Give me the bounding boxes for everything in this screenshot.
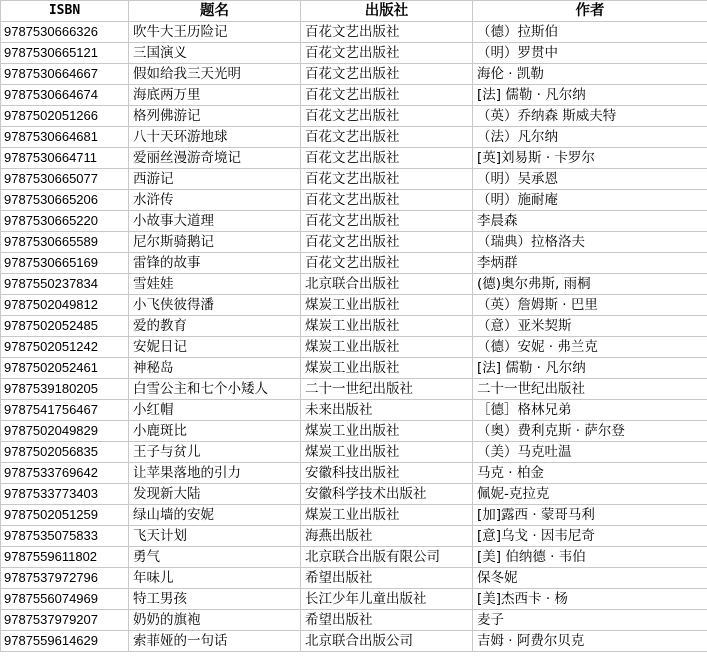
table-row bbox=[1, 85, 707, 106]
cell-publisher[interactable]: 百花文艺出版社 bbox=[301, 190, 473, 211]
cell-publisher[interactable]: 百花文艺出版社 bbox=[301, 211, 473, 232]
table-row bbox=[1, 43, 707, 64]
table-row bbox=[1, 127, 707, 148]
cell-author[interactable]: 麦子 bbox=[473, 610, 707, 631]
cell-publisher[interactable]: 百花文艺出版社 bbox=[301, 169, 473, 190]
cell-publisher[interactable]: 煤炭工业出版社 bbox=[301, 505, 473, 526]
table-row bbox=[1, 631, 707, 652]
cell-title[interactable]: 白雪公主和七个小矮人 bbox=[129, 379, 301, 400]
cell-publisher[interactable]: 安徽科技出版社 bbox=[301, 463, 473, 484]
cell-author[interactable]: （法）凡尔纳 bbox=[473, 127, 707, 148]
cell-publisher[interactable]: 百花文艺出版社 bbox=[301, 64, 473, 85]
cell-publisher[interactable]: 海燕出版社 bbox=[301, 526, 473, 547]
cell-title[interactable]: 小鹿斑比 bbox=[129, 421, 301, 442]
cell-title[interactable]: 水浒传 bbox=[129, 190, 301, 211]
cell-title[interactable]: 吹牛大王历险记 bbox=[129, 22, 301, 43]
table-row bbox=[1, 169, 707, 190]
cell-title[interactable]: 格列佛游记 bbox=[129, 106, 301, 127]
cell-title[interactable]: 奶奶的旗袍 bbox=[129, 610, 301, 631]
cell-isbn[interactable]: 9787530664681 bbox=[1, 127, 129, 148]
cell-publisher[interactable]: 二十一世纪出版社 bbox=[301, 379, 473, 400]
cell-publisher[interactable]: 百花文艺出版社 bbox=[301, 85, 473, 106]
cell-publisher[interactable]: 百花文艺出版社 bbox=[301, 253, 473, 274]
cell-title[interactable]: 爱丽丝漫游奇境记 bbox=[129, 148, 301, 169]
cell-publisher[interactable]: 煤炭工业出版社 bbox=[301, 358, 473, 379]
table-row bbox=[1, 274, 707, 295]
cell-title[interactable]: 小故事大道理 bbox=[129, 211, 301, 232]
cell-title[interactable]: 勇气 bbox=[129, 547, 301, 568]
cell-publisher[interactable]: 百花文艺出版社 bbox=[301, 22, 473, 43]
cell-publisher[interactable]: 煤炭工业出版社 bbox=[301, 316, 473, 337]
cell-title[interactable]: 尼尔斯骑鹅记 bbox=[129, 232, 301, 253]
cell-isbn[interactable]: 9787530665589 bbox=[1, 232, 129, 253]
table-row bbox=[1, 610, 707, 631]
cell-title[interactable]: 小飞侠彼得潘 bbox=[129, 295, 301, 316]
table-row bbox=[1, 211, 707, 232]
cell-author[interactable]: 海伦 · 凯勒 bbox=[473, 64, 707, 85]
cell-author[interactable]: 李炳群 bbox=[473, 253, 707, 274]
table-row bbox=[1, 442, 707, 463]
cell-title[interactable]: 海底两万里 bbox=[129, 85, 301, 106]
cell-isbn[interactable]: 9787502049812 bbox=[1, 295, 129, 316]
cell-title[interactable]: 飞天计划 bbox=[129, 526, 301, 547]
cell-author[interactable]: [加]露西 · 蒙哥马利 bbox=[473, 505, 707, 526]
cell-title[interactable]: 雷锋的故事 bbox=[129, 253, 301, 274]
cell-isbn[interactable]: 9787530665206 bbox=[1, 190, 129, 211]
cell-publisher[interactable]: 百花文艺出版社 bbox=[301, 43, 473, 64]
cell-isbn[interactable]: 9787530664667 bbox=[1, 64, 129, 85]
cell-author[interactable]: [法] 儒勒 · 凡尔纳 bbox=[473, 358, 707, 379]
cell-isbn[interactable]: 9787530665169 bbox=[1, 253, 129, 274]
cell-author[interactable]: （明）罗贯中 bbox=[473, 43, 707, 64]
column-header-publisher[interactable]: 出版社 bbox=[301, 1, 473, 22]
table-row bbox=[1, 358, 707, 379]
cell-title[interactable]: 假如给我三天光明 bbox=[129, 64, 301, 85]
cell-publisher[interactable]: 百花文艺出版社 bbox=[301, 127, 473, 148]
cell-author[interactable]: 吉姆 · 阿费尔贝克 bbox=[473, 631, 707, 652]
cell-publisher[interactable]: 北京联合出版有限公司 bbox=[301, 547, 473, 568]
table-row bbox=[1, 379, 707, 400]
cell-title[interactable]: 王子与贫儿 bbox=[129, 442, 301, 463]
table-row bbox=[1, 190, 707, 211]
cell-author[interactable]: （德）拉斯伯 bbox=[473, 22, 707, 43]
cell-title[interactable]: 特工男孩 bbox=[129, 589, 301, 610]
cell-title[interactable]: 绿山墙的安妮 bbox=[129, 505, 301, 526]
cell-isbn[interactable]: 9787530664711 bbox=[1, 148, 129, 169]
cell-author[interactable]: [英]刘易斯 · 卡罗尔 bbox=[473, 148, 707, 169]
cell-author[interactable]: （明）施耐庵 bbox=[473, 190, 707, 211]
table-row bbox=[1, 316, 707, 337]
cell-isbn[interactable]: 9787502056835 bbox=[1, 442, 129, 463]
cell-isbn[interactable]: 9787502051266 bbox=[1, 106, 129, 127]
cell-publisher[interactable]: 未来出版社 bbox=[301, 400, 473, 421]
cell-isbn[interactable]: 9787537972796 bbox=[1, 568, 129, 589]
cell-isbn[interactable]: 9787550237834 bbox=[1, 274, 129, 295]
table-row bbox=[1, 253, 707, 274]
cell-publisher[interactable]: 百花文艺出版社 bbox=[301, 148, 473, 169]
cell-isbn[interactable]: 9787559611802 bbox=[1, 547, 129, 568]
cell-author[interactable]: [美]杰西卡 · 杨 bbox=[473, 589, 707, 610]
cell-author[interactable]: （英）詹姆斯 · 巴里 bbox=[473, 295, 707, 316]
table-row bbox=[1, 400, 707, 421]
cell-isbn[interactable]: 9787556074969 bbox=[1, 589, 129, 610]
cell-publisher[interactable]: 北京联合出版社 bbox=[301, 274, 473, 295]
cell-author[interactable]: （美）马克吐温 bbox=[473, 442, 707, 463]
table-row bbox=[1, 484, 707, 505]
cell-author[interactable]: （瑞典）拉格洛夫 bbox=[473, 232, 707, 253]
cell-title[interactable]: 小红帽 bbox=[129, 400, 301, 421]
cell-title[interactable]: 八十天环游地球 bbox=[129, 127, 301, 148]
cell-isbn[interactable]: 9787533773403 bbox=[1, 484, 129, 505]
cell-isbn[interactable]: 9787502049829 bbox=[1, 421, 129, 442]
table-row bbox=[1, 295, 707, 316]
cell-title[interactable]: 三国演义 bbox=[129, 43, 301, 64]
cell-isbn[interactable]: 9787502051242 bbox=[1, 337, 129, 358]
cell-author[interactable]: 二十一世纪出版社 bbox=[473, 379, 707, 400]
cell-isbn[interactable]: 9787502052461 bbox=[1, 358, 129, 379]
cell-title[interactable]: 发现新大陆 bbox=[129, 484, 301, 505]
cell-author[interactable]: 李晨森 bbox=[473, 211, 707, 232]
cell-author[interactable]: ［德］格林兄弟 bbox=[473, 400, 707, 421]
cell-author[interactable]: [法] 儒勒 · 凡尔纳 bbox=[473, 85, 707, 106]
cell-isbn[interactable]: 9787530665121 bbox=[1, 43, 129, 64]
cell-author[interactable]: [美] 伯纳德 · 韦伯 bbox=[473, 547, 707, 568]
table-row bbox=[1, 421, 707, 442]
cell-author[interactable]: （意）亚米契斯 bbox=[473, 316, 707, 337]
cell-isbn[interactable]: 9787502052485 bbox=[1, 316, 129, 337]
cell-title[interactable]: 年味儿 bbox=[129, 568, 301, 589]
cell-isbn[interactable]: 9787530665077 bbox=[1, 169, 129, 190]
cell-isbn[interactable]: 9787537979207 bbox=[1, 610, 129, 631]
cell-isbn[interactable]: 9787541756467 bbox=[1, 400, 129, 421]
cell-author[interactable]: （英）乔纳森 斯威夫特 bbox=[473, 106, 707, 127]
column-header-title[interactable]: 题名 bbox=[129, 1, 301, 22]
cell-isbn[interactable]: 9787530664674 bbox=[1, 85, 129, 106]
header-row bbox=[1, 1, 707, 22]
table-row bbox=[1, 22, 707, 43]
cell-author[interactable]: 马克 · 柏金 bbox=[473, 463, 707, 484]
cell-title[interactable]: 安妮日记 bbox=[129, 337, 301, 358]
cell-author[interactable]: （明）吴承恩 bbox=[473, 169, 707, 190]
table-row bbox=[1, 505, 707, 526]
table-row bbox=[1, 568, 707, 589]
cell-publisher[interactable]: 安徽科学技术出版社 bbox=[301, 484, 473, 505]
cell-title[interactable]: 索菲娅的一句话 bbox=[129, 631, 301, 652]
cell-title[interactable]: 神秘岛 bbox=[129, 358, 301, 379]
cell-title[interactable]: 雪娃娃 bbox=[129, 274, 301, 295]
cell-isbn[interactable]: 9787539180205 bbox=[1, 379, 129, 400]
cell-isbn[interactable]: 9787535075833 bbox=[1, 526, 129, 547]
table-row bbox=[1, 232, 707, 253]
cell-publisher[interactable]: 煤炭工业出版社 bbox=[301, 295, 473, 316]
cell-isbn[interactable]: 9787530666326 bbox=[1, 22, 129, 43]
cell-publisher[interactable]: 煤炭工业出版社 bbox=[301, 337, 473, 358]
cell-publisher[interactable]: 煤炭工业出版社 bbox=[301, 442, 473, 463]
cell-publisher[interactable]: 希望出版社 bbox=[301, 610, 473, 631]
cell-isbn[interactable]: 9787502051259 bbox=[1, 505, 129, 526]
cell-publisher[interactable]: 长江少年儿童出版社 bbox=[301, 589, 473, 610]
table-row bbox=[1, 589, 707, 610]
table-row bbox=[1, 547, 707, 568]
cell-publisher[interactable]: 煤炭工业出版社 bbox=[301, 421, 473, 442]
cell-title[interactable]: 让苹果落地的引力 bbox=[129, 463, 301, 484]
table-row bbox=[1, 463, 707, 484]
cell-publisher[interactable]: 北京联合出版公司 bbox=[301, 631, 473, 652]
column-header-author[interactable]: 作者 bbox=[473, 1, 707, 22]
cell-isbn[interactable]: 9787559614629 bbox=[1, 631, 129, 652]
cell-author[interactable]: （德）安妮 · 弗兰克 bbox=[473, 337, 707, 358]
table-row bbox=[1, 337, 707, 358]
table-row bbox=[1, 64, 707, 85]
column-header-isbn[interactable]: ISBN bbox=[1, 1, 129, 22]
cell-title[interactable]: 爱的教育 bbox=[129, 316, 301, 337]
cell-isbn[interactable]: 9787530665220 bbox=[1, 211, 129, 232]
cell-author[interactable]: （奥）费利克斯 · 萨尔登 bbox=[473, 421, 707, 442]
cell-title[interactable]: 西游记 bbox=[129, 169, 301, 190]
cell-isbn[interactable]: 9787533769642 bbox=[1, 463, 129, 484]
cell-author[interactable]: [意]乌戈 · 因韦尼奇 bbox=[473, 526, 707, 547]
cell-publisher[interactable]: 百花文艺出版社 bbox=[301, 232, 473, 253]
table-row bbox=[1, 106, 707, 127]
table-row bbox=[1, 148, 707, 169]
table-row bbox=[1, 526, 707, 547]
cell-author[interactable]: (德)奥尔弗斯, 雨桐 bbox=[473, 274, 707, 295]
cell-publisher[interactable]: 百花文艺出版社 bbox=[301, 106, 473, 127]
cell-publisher[interactable]: 希望出版社 bbox=[301, 568, 473, 589]
cell-author[interactable]: 佩妮-克拉克 bbox=[473, 484, 707, 505]
cell-author[interactable]: 保冬妮 bbox=[473, 568, 707, 589]
